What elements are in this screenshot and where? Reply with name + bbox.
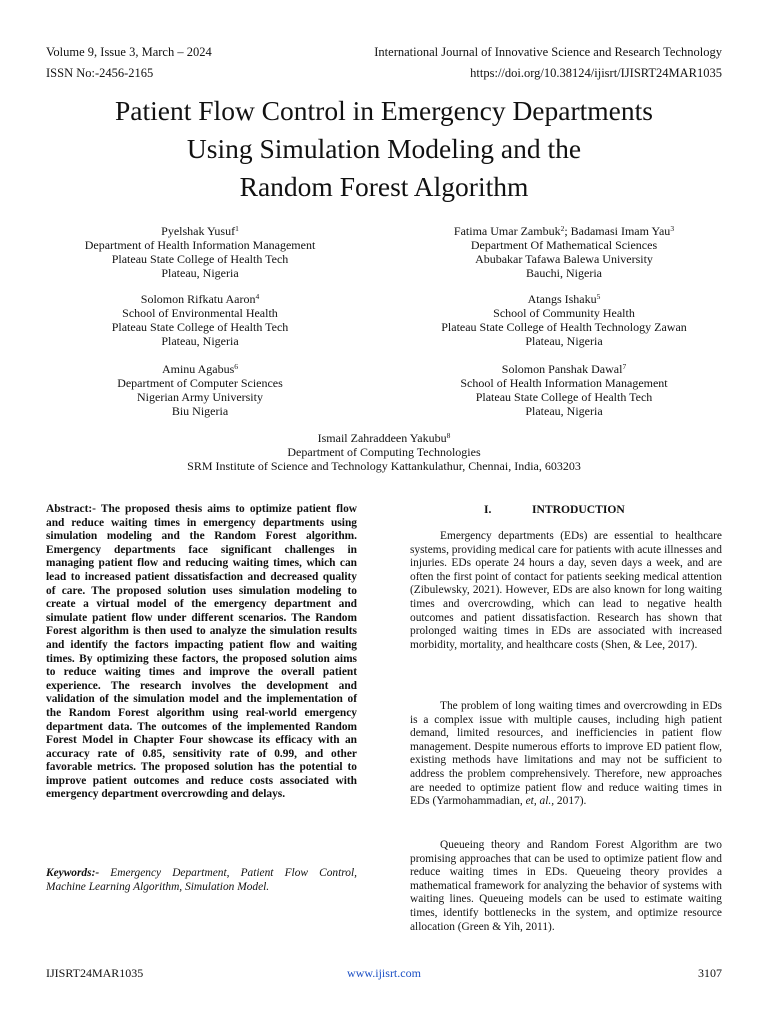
page-number: 3107 bbox=[698, 966, 722, 980]
author-block-1 bbox=[50, 224, 350, 280]
author-inst: Abubakar Tafawa Balewa University bbox=[475, 252, 653, 266]
author-name: Solomon Panshak Dawal$^7$ bbox=[501, 362, 627, 376]
author-name: Ismail Zahraddeen Yakubu$^8$ bbox=[317, 431, 451, 445]
author-block-4 bbox=[414, 292, 714, 348]
author-dept: School of Environmental Health bbox=[122, 306, 278, 320]
author-dept: Department Of Mathematical Sciences bbox=[470, 238, 658, 252]
author-name: Solomon Rifkatu Aaron$^4$ bbox=[140, 292, 260, 306]
section-number: I. bbox=[484, 503, 492, 516]
author-loc: Plateau, Nigeria bbox=[161, 334, 239, 348]
paper-title bbox=[0, 92, 768, 206]
title-line: Using Simulation Modeling and the bbox=[186, 133, 582, 164]
author-block-7 bbox=[100, 431, 668, 473]
paragraph-text: Queueing theory and Random Forest Algorithm are two promising approaches that can be used to optimize patient flow and reduce waiting times in EDs. Queueing theory provides a mathematical framework for analyzing the behavior of systems with waiting lines. Queueing models can be used to estimate waiting times, identify bottlenecks in the system, and optimize resource allocation (Green & Yih, 2011). bbox=[410, 839, 722, 933]
author-loc: Biu Nigeria bbox=[171, 404, 229, 418]
author-loc: Plateau, Nigeria bbox=[525, 334, 603, 348]
author-dept: Department of Computer Sciences bbox=[117, 376, 283, 390]
journal-name: International Journal of Innovative Science and Research Technology bbox=[374, 45, 722, 59]
paragraph-text: The problem of long waiting times and overcrowding in EDs is a complex issue with multiple causes, including high patient demand, limited resources, and inefficiencies in patient flow management. Despite numerous efforts to improve ED patient flow, existing methods have limitations and may not be sufficient to address the problem comprehensively. Therefore, new approaches are needed to optimize patient flow and reduce waiting times in EDs (Yarmohammadian, et, al., 2017). bbox=[410, 700, 722, 808]
keywords-text: Emergency Department, Patient Flow Control, Machine Learning Algorithm, Simulation Model. bbox=[46, 867, 357, 893]
author-inst: Plateau State College of Health Tech bbox=[111, 320, 289, 334]
intro-paragraph-2 bbox=[410, 700, 722, 809]
author-loc: Plateau, Nigeria bbox=[161, 266, 239, 280]
author-inst: Plateau State College of Health Technology Zawan bbox=[441, 320, 687, 334]
title-line: Patient Flow Control in Emergency Departments bbox=[115, 95, 653, 126]
keywords bbox=[46, 867, 357, 894]
author-inst: Plateau State College of Health Tech bbox=[111, 252, 289, 266]
author-name: Aminu Agabus$^6$ bbox=[161, 362, 239, 376]
title-line: Random Forest Algorithm bbox=[239, 171, 529, 202]
author-loc: Plateau, Nigeria bbox=[525, 404, 603, 418]
author-dept: School of Community Health bbox=[493, 306, 635, 320]
author-inst: Nigerian Army University bbox=[137, 390, 263, 404]
author-name: Atangs Ishaku$^5$ bbox=[527, 292, 601, 306]
footer-code: IJISRT24MAR1035 bbox=[46, 966, 144, 980]
intro-paragraph-3 bbox=[410, 839, 722, 934]
author-dept: School of Health Information Management bbox=[460, 376, 668, 390]
author-inst: Plateau State College of Health Tech bbox=[475, 390, 653, 404]
author-block-2 bbox=[414, 224, 714, 280]
author-inst: SRM Institute of Science and Technology Kattankulathur, Chennai, India, 603203 bbox=[187, 459, 581, 473]
author-block-6 bbox=[414, 362, 714, 418]
author-block-5 bbox=[50, 362, 350, 418]
doi-link[interactable]: https://doi.org/10.38124/ijisrt/IJISRT24MAR1035 bbox=[470, 66, 722, 80]
author-dept: Department of Computing Technologies bbox=[287, 445, 481, 459]
paragraph-text: Emergency departments (EDs) are essential to healthcare systems, providing medical care for patients with acute illnesses and injuries. EDs operate 24 hours a day, seven days a week, and are often the first point of contact for patients seeking medical attention (Zibulewsky, 2021). However, EDs are also known for long waiting times and overcrowding, which can lead to negative health outcomes and patient dissatisfaction. Research has shown that prolonged waiting times in EDs are associated with increased morbidity, mortality, and healthcare costs (Shen, & Lee, 2017). bbox=[410, 530, 722, 651]
author-name: Pyelshak Yusuf$^1$ bbox=[161, 224, 239, 238]
volume-info: Volume 9, Issue 3, March – 2024 bbox=[46, 45, 212, 59]
author-dept: Department of Health Information Management bbox=[84, 238, 316, 252]
author-loc: Bauchi, Nigeria bbox=[526, 266, 602, 280]
author-name: Fatima Umar Zambuk$^2$; Badamasi Imam Yau$^3$ bbox=[453, 224, 675, 238]
footer-site-link[interactable]: www.ijisrt.com bbox=[347, 966, 421, 980]
intro-paragraph-1 bbox=[410, 530, 722, 652]
author-block-3 bbox=[50, 292, 350, 348]
keywords-label: Keywords:- bbox=[46, 867, 100, 879]
abstract: Abstract:- The proposed thesis aims to optimize patient flow and reduce waiting times in emergency departments using simulation modeling and the Random Forest algorithm. Emergency departments face significant challenges in managing patient flow and reducing waiting times, which can lead to increased patient dissatisfaction and decreased quality of care. The proposed solution uses simulation modeling to create a virtual model of the emergency department and simulate patient flow under different scenarios. The Random Forest algorithm is then used to analyze the simulation results and identify the factors impacting patient flow and waiting times. By optimizing these factors, the proposed solution aims to reduce waiting times and improve the overall patient experience. The research involves the development and validation of the simulation model and the implementation of the Random Forest algorithm using real-world emergency department data. The outcomes of the implemented Random Forest Model in Chapter Four showcase its efficacy with an accuracy rate of 0.85, sensitivity rate of 0.99, and other favorable metrics. The proposed solution has the potential to improve patient outcomes and reduce costs associated with emergency department overcrowding and delays. bbox=[46, 503, 357, 801]
issn: ISSN No:-2456-2165 bbox=[46, 66, 154, 80]
section-title: INTRODUCTION bbox=[532, 503, 625, 516]
